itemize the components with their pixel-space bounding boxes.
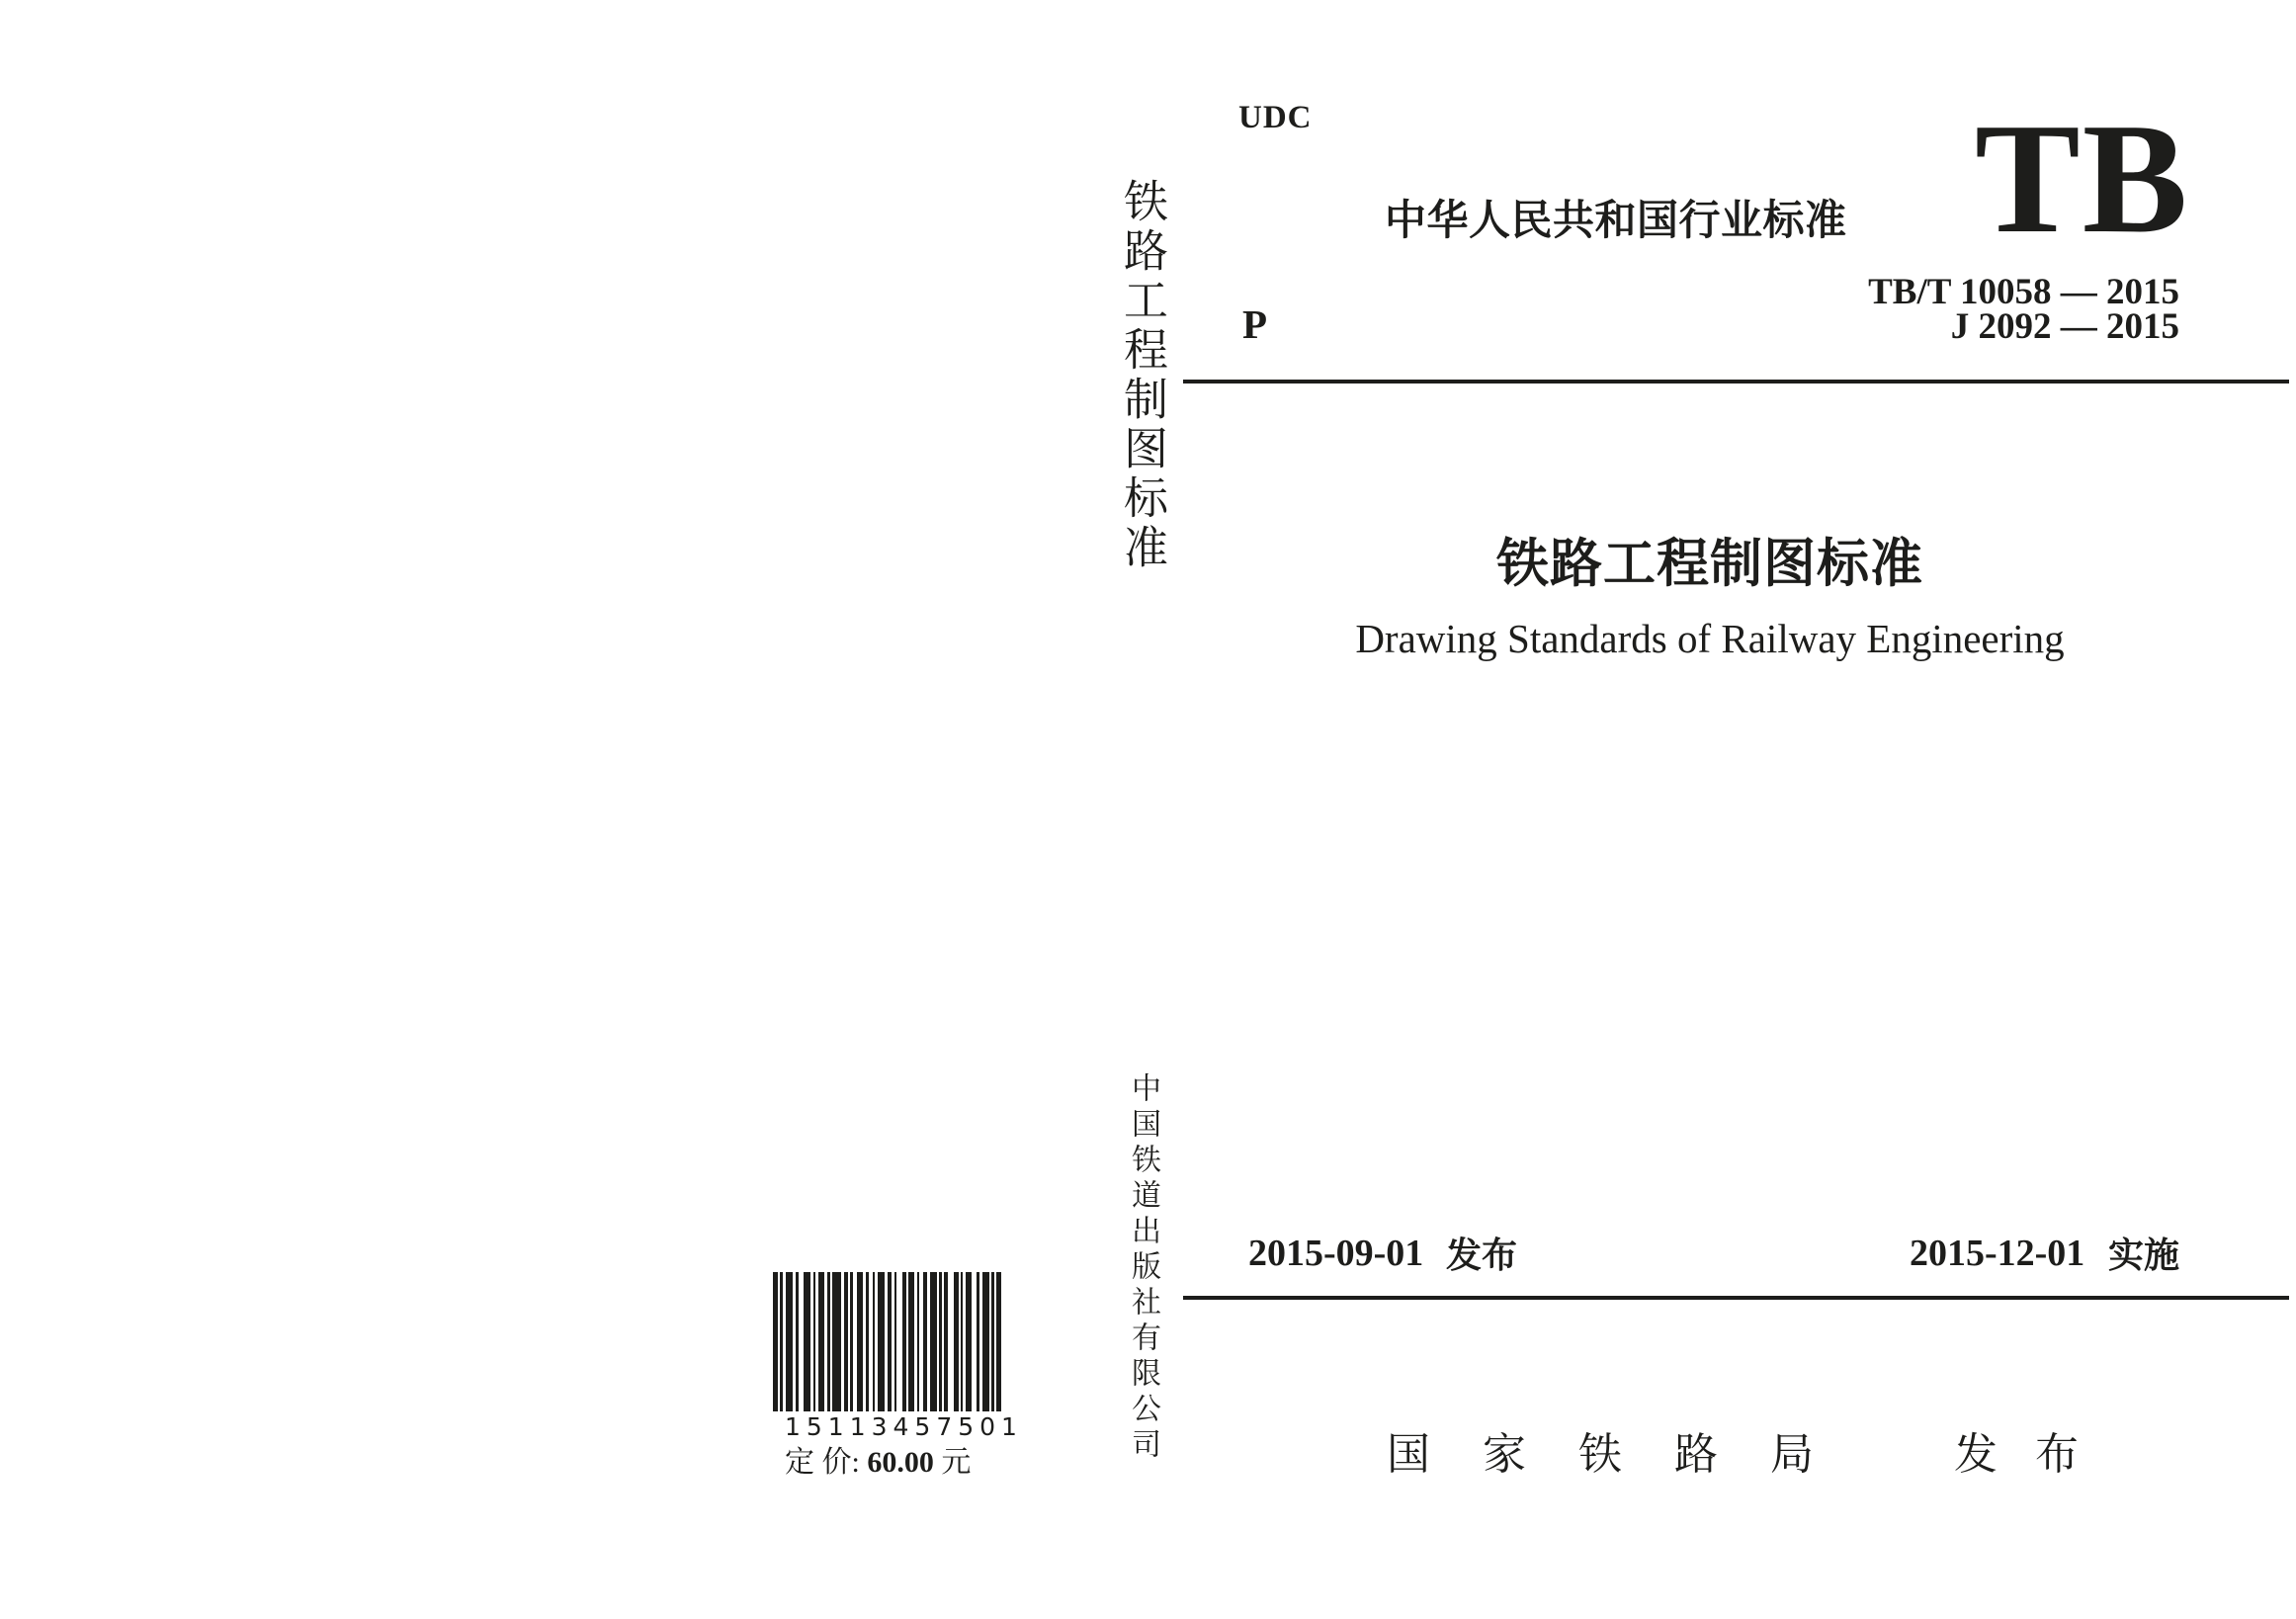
barcode-bar [923,1272,928,1411]
barcode-bar [786,1272,793,1411]
price-unit: 元 [941,1446,972,1479]
barcode-bar [857,1272,863,1411]
barcode-number: 15113457501 [785,1412,1023,1441]
barcode-bar [866,1272,870,1411]
barcode-bar [908,1272,914,1411]
barcode [773,1272,1001,1411]
main-title-chinese: 铁路工程制图标准 [1496,535,1923,593]
barcode-bar [844,1272,848,1411]
classification-p-mark: P [1242,301,1268,347]
barcode-bar [878,1272,885,1411]
barcode-bar [818,1272,824,1411]
barcode-bar [827,1272,829,1411]
barcode-bar [796,1272,800,1411]
barcode-bar [977,1272,980,1411]
price-label: 定 价: [785,1446,860,1479]
publisher-vertical-text: 中国铁道出版社有限公司 [1127,1072,1159,1464]
barcode-bar [982,1272,989,1411]
barcode-bar [813,1272,815,1411]
national-industry-standard-heading: 中华人民共和国行业标准 [1385,197,1847,243]
issuing-authority: 国家铁路局 [1387,1430,1866,1479]
barcode-bar [996,1272,1001,1411]
barcode-bar [888,1272,893,1411]
barcode-bar [780,1272,782,1411]
barcode-bar [991,1272,993,1411]
barcode-bar [902,1272,906,1411]
barcode-bar [961,1272,963,1411]
issue-label: 发布 [1446,1235,1518,1275]
price-line [785,1448,971,1478]
barcode-bar [944,1272,948,1411]
standard-number-secondary: J 2092 — 2015 [1950,306,2179,347]
main-title-english: Drawing Standards of Railway Engineering [1355,616,2065,661]
bottom-divider-rule [1183,1296,2289,1300]
implementation-label: 实施 [2108,1235,2180,1275]
standard-number-primary: TB/T 10058 — 2015 [1868,272,2179,312]
barcode-bar [894,1272,896,1411]
barcode-bar [850,1272,852,1411]
spine-vertical-title: 铁路工程制图标准 [1117,178,1167,573]
barcode-bar [954,1272,959,1411]
barcode-bar [804,1272,810,1411]
tb-logo: TB [1975,90,2190,266]
barcode-bar [966,1272,972,1411]
barcode-bar [939,1272,941,1411]
barcode-bar [917,1272,919,1411]
issuing-action-label: 发布 [1954,1430,2116,1479]
top-divider-rule [1183,380,2289,383]
barcode-bar [873,1272,875,1411]
issue-date: 2015-09-01 [1248,1233,1424,1274]
udc-label: UDC [1238,100,1313,135]
price-value: 60.00 [867,1446,934,1479]
barcode-bar [773,1272,778,1411]
barcode-bar [832,1272,840,1411]
implementation-date: 2015-12-01 [1910,1233,2085,1274]
barcode-bar [930,1272,937,1411]
